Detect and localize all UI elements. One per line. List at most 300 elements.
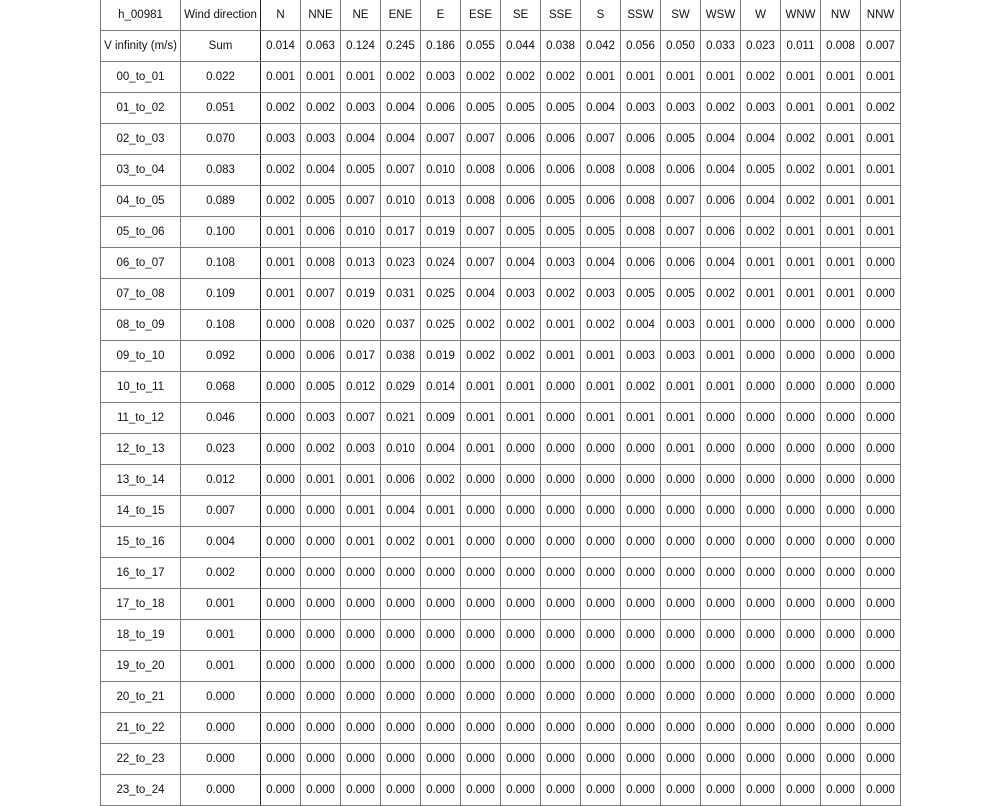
value-cell: 0.004 — [741, 124, 781, 155]
value-cell: 0.000 — [501, 558, 541, 589]
value-cell: 0.000 — [421, 682, 461, 713]
value-cell: 0.000 — [501, 775, 541, 806]
value-cell: 0.000 — [781, 713, 821, 744]
value-cell: 0.001 — [661, 372, 701, 403]
table-row — [101, 434, 901, 465]
value-cell: 0.000 — [701, 775, 741, 806]
value-cell: 0.000 — [861, 279, 901, 310]
value-cell: 0.017 — [381, 217, 421, 248]
value-cell: 0.000 — [501, 589, 541, 620]
value-cell: 0.005 — [581, 217, 621, 248]
direction-header-cell: W — [741, 0, 781, 31]
sum-label-cell: Sum — [181, 31, 261, 62]
value-cell: 0.001 — [661, 62, 701, 93]
value-cell: 0.003 — [741, 93, 781, 124]
value-cell: 0.001 — [821, 248, 861, 279]
value-cell: 0.000 — [341, 589, 381, 620]
value-cell: 0.001 — [621, 62, 661, 93]
value-cell: 0.004 — [381, 93, 421, 124]
value-cell: 0.005 — [501, 217, 541, 248]
value-cell: 0.000 — [501, 527, 541, 558]
value-cell: 0.002 — [781, 186, 821, 217]
value-cell: 0.000 — [821, 620, 861, 651]
value-cell: 0.000 — [701, 558, 741, 589]
table-row — [101, 496, 901, 527]
value-cell: 0.000 — [861, 558, 901, 589]
value-cell: 0.001 — [781, 279, 821, 310]
value-cell: 0.003 — [661, 341, 701, 372]
value-cell: 0.002 — [461, 310, 501, 341]
row-sum-cell: 0.001 — [181, 651, 261, 682]
row-label-cell: 19_to_20 — [101, 651, 181, 682]
value-cell: 0.000 — [461, 651, 501, 682]
row-label-cell: 13_to_14 — [101, 465, 181, 496]
row-sum-cell: 0.046 — [181, 403, 261, 434]
value-cell: 0.005 — [621, 279, 661, 310]
value-cell: 0.000 — [461, 775, 501, 806]
value-cell: 0.000 — [861, 620, 901, 651]
value-cell: 0.000 — [461, 744, 501, 775]
value-cell: 0.000 — [741, 341, 781, 372]
value-cell: 0.063 — [301, 31, 341, 62]
value-cell: 0.002 — [781, 124, 821, 155]
value-cell: 0.000 — [621, 620, 661, 651]
value-cell: 0.006 — [541, 124, 581, 155]
row-sum-cell: 0.023 — [181, 434, 261, 465]
row-label-cell: 06_to_07 — [101, 248, 181, 279]
value-cell: 0.000 — [381, 651, 421, 682]
value-cell: 0.000 — [541, 744, 581, 775]
value-cell: 0.006 — [501, 155, 541, 186]
value-cell: 0.000 — [741, 434, 781, 465]
value-cell: 0.000 — [781, 682, 821, 713]
value-cell: 0.006 — [701, 186, 741, 217]
value-cell: 0.001 — [261, 248, 301, 279]
row-label-cell: 10_to_11 — [101, 372, 181, 403]
value-cell: 0.001 — [421, 496, 461, 527]
value-cell: 0.000 — [461, 713, 501, 744]
value-cell: 0.006 — [421, 93, 461, 124]
value-cell: 0.011 — [781, 31, 821, 62]
row-label-cell: 18_to_19 — [101, 620, 181, 651]
value-cell: 0.007 — [461, 248, 501, 279]
value-cell: 0.000 — [381, 558, 421, 589]
direction-header-cell: NNE — [301, 0, 341, 31]
direction-header-cell: ESE — [461, 0, 501, 31]
value-cell: 0.000 — [581, 775, 621, 806]
value-cell: 0.038 — [541, 31, 581, 62]
value-cell: 0.006 — [661, 155, 701, 186]
value-cell: 0.000 — [621, 589, 661, 620]
value-cell: 0.008 — [621, 155, 661, 186]
value-cell: 0.002 — [701, 93, 741, 124]
value-cell: 0.001 — [341, 496, 381, 527]
value-cell: 0.000 — [781, 527, 821, 558]
value-cell: 0.008 — [461, 186, 501, 217]
row-label-cell: 12_to_13 — [101, 434, 181, 465]
value-cell: 0.000 — [821, 589, 861, 620]
value-cell: 0.002 — [421, 465, 461, 496]
value-cell: 0.005 — [541, 93, 581, 124]
value-cell: 0.000 — [621, 713, 661, 744]
value-cell: 0.000 — [661, 589, 701, 620]
table-row — [101, 682, 901, 713]
value-cell: 0.001 — [621, 403, 661, 434]
value-cell: 0.001 — [581, 372, 621, 403]
value-cell: 0.000 — [661, 465, 701, 496]
value-cell: 0.008 — [301, 248, 341, 279]
value-cell: 0.000 — [741, 651, 781, 682]
value-cell: 0.000 — [661, 496, 701, 527]
value-cell: 0.006 — [501, 124, 541, 155]
value-cell: 0.000 — [301, 620, 341, 651]
value-cell: 0.002 — [461, 341, 501, 372]
value-cell: 0.001 — [581, 341, 621, 372]
value-cell: 0.005 — [661, 279, 701, 310]
value-cell: 0.000 — [701, 744, 741, 775]
value-cell: 0.010 — [381, 186, 421, 217]
value-cell: 0.000 — [821, 465, 861, 496]
direction-header-cell: ENE — [381, 0, 421, 31]
table-row — [101, 124, 901, 155]
value-cell: 0.000 — [861, 341, 901, 372]
value-cell: 0.000 — [701, 496, 741, 527]
value-cell: 0.010 — [381, 434, 421, 465]
value-cell: 0.038 — [381, 341, 421, 372]
value-cell: 0.000 — [501, 744, 541, 775]
value-cell: 0.025 — [421, 279, 461, 310]
value-cell: 0.019 — [421, 217, 461, 248]
value-cell: 0.003 — [421, 62, 461, 93]
value-cell: 0.001 — [861, 124, 901, 155]
value-cell: 0.000 — [741, 372, 781, 403]
value-cell: 0.001 — [541, 310, 581, 341]
table-row — [101, 93, 901, 124]
value-cell: 0.002 — [381, 527, 421, 558]
value-cell: 0.000 — [341, 713, 381, 744]
row-sum-cell: 0.022 — [181, 62, 261, 93]
value-cell: 0.001 — [821, 62, 861, 93]
row-label-cell: 07_to_08 — [101, 279, 181, 310]
value-cell: 0.000 — [381, 682, 421, 713]
value-cell: 0.007 — [581, 124, 621, 155]
value-cell: 0.000 — [621, 651, 661, 682]
direction-header-cell: SSE — [541, 0, 581, 31]
value-cell: 0.002 — [541, 279, 581, 310]
value-cell: 0.001 — [581, 62, 621, 93]
value-cell: 0.000 — [581, 744, 621, 775]
value-cell: 0.044 — [501, 31, 541, 62]
value-cell: 0.001 — [821, 124, 861, 155]
table-row — [101, 527, 901, 558]
value-cell: 0.017 — [341, 341, 381, 372]
value-cell: 0.001 — [661, 434, 701, 465]
value-cell: 0.013 — [341, 248, 381, 279]
value-cell: 0.000 — [781, 465, 821, 496]
value-cell: 0.019 — [421, 341, 461, 372]
value-cell: 0.000 — [661, 527, 701, 558]
value-cell: 0.001 — [461, 403, 501, 434]
table-row — [101, 775, 901, 806]
value-cell: 0.000 — [301, 744, 341, 775]
value-cell: 0.006 — [581, 186, 621, 217]
value-cell: 0.000 — [701, 434, 741, 465]
value-cell: 0.000 — [701, 403, 741, 434]
value-cell: 0.000 — [741, 403, 781, 434]
value-cell: 0.000 — [381, 744, 421, 775]
value-cell: 0.000 — [861, 403, 901, 434]
value-cell: 0.000 — [261, 651, 301, 682]
table-body — [101, 0, 901, 806]
value-cell: 0.001 — [501, 372, 541, 403]
value-cell: 0.001 — [661, 403, 701, 434]
direction-header-cell: E — [421, 0, 461, 31]
value-cell: 0.000 — [581, 589, 621, 620]
table-row — [101, 217, 901, 248]
value-cell: 0.000 — [741, 558, 781, 589]
value-cell: 0.002 — [501, 310, 541, 341]
value-cell: 0.124 — [341, 31, 381, 62]
value-cell: 0.000 — [741, 527, 781, 558]
value-cell: 0.000 — [501, 620, 541, 651]
row-sum-cell: 0.089 — [181, 186, 261, 217]
value-cell: 0.005 — [461, 93, 501, 124]
row-sum-cell: 0.108 — [181, 310, 261, 341]
row-label-cell: 20_to_21 — [101, 682, 181, 713]
table-row — [101, 744, 901, 775]
value-cell: 0.000 — [701, 713, 741, 744]
value-cell: 0.000 — [701, 651, 741, 682]
value-cell: 0.006 — [701, 217, 741, 248]
value-cell: 0.003 — [301, 124, 341, 155]
value-cell: 0.000 — [261, 558, 301, 589]
value-cell: 0.014 — [261, 31, 301, 62]
row-sum-cell: 0.070 — [181, 124, 261, 155]
value-cell: 0.000 — [861, 775, 901, 806]
value-cell: 0.001 — [861, 186, 901, 217]
row-sum-cell: 0.000 — [181, 775, 261, 806]
value-cell: 0.001 — [821, 93, 861, 124]
value-cell: 0.008 — [621, 217, 661, 248]
value-cell: 0.245 — [381, 31, 421, 62]
value-cell: 0.000 — [421, 775, 461, 806]
value-cell: 0.000 — [261, 372, 301, 403]
value-cell: 0.000 — [821, 372, 861, 403]
table-row — [101, 713, 901, 744]
value-cell: 0.014 — [421, 372, 461, 403]
value-cell: 0.000 — [821, 527, 861, 558]
value-cell: 0.186 — [421, 31, 461, 62]
value-cell: 0.001 — [341, 527, 381, 558]
value-cell: 0.010 — [341, 217, 381, 248]
value-cell: 0.008 — [301, 310, 341, 341]
direction-header-cell: SW — [661, 0, 701, 31]
value-cell: 0.003 — [301, 403, 341, 434]
value-cell: 0.000 — [741, 620, 781, 651]
direction-header-cell: WSW — [701, 0, 741, 31]
row-sum-cell: 0.092 — [181, 341, 261, 372]
value-cell: 0.006 — [541, 155, 581, 186]
value-cell: 0.001 — [861, 155, 901, 186]
value-cell: 0.006 — [621, 124, 661, 155]
row-label-cell: 11_to_12 — [101, 403, 181, 434]
table-row — [101, 310, 901, 341]
row-label-cell: 05_to_06 — [101, 217, 181, 248]
value-cell: 0.004 — [421, 434, 461, 465]
value-cell: 0.002 — [861, 93, 901, 124]
value-cell: 0.000 — [861, 713, 901, 744]
value-cell: 0.000 — [301, 651, 341, 682]
value-cell: 0.001 — [781, 93, 821, 124]
value-cell: 0.002 — [261, 155, 301, 186]
value-cell: 0.001 — [701, 341, 741, 372]
value-cell: 0.002 — [301, 93, 341, 124]
value-cell: 0.000 — [381, 713, 421, 744]
value-cell: 0.003 — [341, 434, 381, 465]
value-cell: 0.007 — [421, 124, 461, 155]
value-cell: 0.000 — [541, 527, 581, 558]
row-label-cell: 14_to_15 — [101, 496, 181, 527]
value-cell: 0.007 — [381, 155, 421, 186]
value-cell: 0.007 — [461, 217, 501, 248]
value-cell: 0.000 — [861, 310, 901, 341]
value-cell: 0.000 — [541, 372, 581, 403]
value-cell: 0.025 — [421, 310, 461, 341]
value-cell: 0.000 — [341, 651, 381, 682]
value-cell: 0.023 — [741, 31, 781, 62]
value-cell: 0.000 — [701, 589, 741, 620]
value-cell: 0.004 — [741, 186, 781, 217]
row-sum-cell: 0.001 — [181, 620, 261, 651]
value-cell: 0.003 — [661, 310, 701, 341]
value-cell: 0.003 — [501, 279, 541, 310]
value-cell: 0.007 — [461, 124, 501, 155]
value-cell: 0.000 — [781, 775, 821, 806]
value-cell: 0.000 — [821, 496, 861, 527]
value-cell: 0.001 — [421, 527, 461, 558]
value-cell: 0.001 — [301, 62, 341, 93]
value-cell: 0.000 — [541, 713, 581, 744]
value-cell: 0.008 — [821, 31, 861, 62]
value-cell: 0.000 — [821, 558, 861, 589]
row-sum-cell: 0.083 — [181, 155, 261, 186]
row-sum-cell: 0.007 — [181, 496, 261, 527]
row-sum-cell: 0.108 — [181, 248, 261, 279]
value-cell: 0.005 — [341, 155, 381, 186]
value-cell: 0.007 — [341, 403, 381, 434]
value-cell: 0.000 — [421, 558, 461, 589]
value-cell: 0.000 — [581, 682, 621, 713]
value-cell: 0.004 — [461, 279, 501, 310]
value-cell: 0.007 — [661, 186, 701, 217]
value-cell: 0.000 — [421, 651, 461, 682]
value-cell: 0.004 — [581, 93, 621, 124]
value-cell: 0.000 — [861, 651, 901, 682]
value-cell: 0.006 — [621, 248, 661, 279]
value-cell: 0.006 — [661, 248, 701, 279]
value-cell: 0.000 — [661, 744, 701, 775]
value-cell: 0.000 — [861, 682, 901, 713]
value-cell: 0.005 — [541, 186, 581, 217]
value-cell: 0.003 — [621, 93, 661, 124]
value-cell: 0.037 — [381, 310, 421, 341]
value-cell: 0.001 — [741, 248, 781, 279]
value-cell: 0.000 — [301, 558, 341, 589]
value-cell: 0.019 — [341, 279, 381, 310]
value-cell: 0.000 — [541, 558, 581, 589]
table-row — [101, 248, 901, 279]
value-cell: 0.000 — [861, 589, 901, 620]
value-cell: 0.002 — [741, 217, 781, 248]
row-sum-cell: 0.002 — [181, 558, 261, 589]
value-cell: 0.000 — [701, 620, 741, 651]
value-cell: 0.002 — [621, 372, 661, 403]
value-cell: 0.003 — [261, 124, 301, 155]
value-cell: 0.000 — [781, 589, 821, 620]
direction-header-cell: NNW — [861, 0, 901, 31]
value-cell: 0.000 — [261, 682, 301, 713]
value-cell: 0.001 — [741, 279, 781, 310]
value-cell: 0.000 — [301, 682, 341, 713]
value-cell: 0.000 — [621, 775, 661, 806]
value-cell: 0.000 — [661, 620, 701, 651]
value-cell: 0.002 — [781, 155, 821, 186]
value-cell: 0.000 — [581, 651, 621, 682]
value-cell: 0.024 — [421, 248, 461, 279]
value-cell: 0.000 — [301, 713, 341, 744]
value-cell: 0.000 — [301, 527, 341, 558]
value-cell: 0.003 — [661, 93, 701, 124]
value-cell: 0.001 — [461, 372, 501, 403]
value-cell: 0.000 — [261, 744, 301, 775]
value-cell: 0.000 — [701, 527, 741, 558]
row-sum-cell: 0.068 — [181, 372, 261, 403]
value-cell: 0.000 — [301, 496, 341, 527]
value-cell: 0.002 — [581, 310, 621, 341]
row-label-cell: 02_to_03 — [101, 124, 181, 155]
value-cell: 0.001 — [581, 403, 621, 434]
value-cell: 0.000 — [621, 465, 661, 496]
value-cell: 0.033 — [701, 31, 741, 62]
value-cell: 0.000 — [821, 651, 861, 682]
value-cell: 0.000 — [581, 496, 621, 527]
row-sum-cell: 0.109 — [181, 279, 261, 310]
value-cell: 0.002 — [301, 434, 341, 465]
value-cell: 0.001 — [261, 62, 301, 93]
value-cell: 0.001 — [541, 341, 581, 372]
header-label-cell: Wind direction — [181, 0, 261, 31]
table-row — [101, 279, 901, 310]
value-cell: 0.004 — [581, 248, 621, 279]
value-cell: 0.029 — [381, 372, 421, 403]
value-cell: 0.000 — [661, 775, 701, 806]
value-cell: 0.000 — [581, 527, 621, 558]
row-label-cell: 23_to_24 — [101, 775, 181, 806]
row-label-cell: V infinity (m/s) — [101, 31, 181, 62]
value-cell: 0.000 — [741, 775, 781, 806]
value-cell: 0.000 — [501, 496, 541, 527]
value-cell: 0.001 — [861, 62, 901, 93]
table-row — [101, 186, 901, 217]
row-label-cell: 04_to_05 — [101, 186, 181, 217]
value-cell: 0.000 — [581, 620, 621, 651]
value-cell: 0.000 — [861, 527, 901, 558]
value-cell: 0.000 — [781, 558, 821, 589]
value-cell: 0.000 — [741, 682, 781, 713]
value-cell: 0.050 — [661, 31, 701, 62]
value-cell: 0.000 — [261, 310, 301, 341]
value-cell: 0.000 — [341, 744, 381, 775]
